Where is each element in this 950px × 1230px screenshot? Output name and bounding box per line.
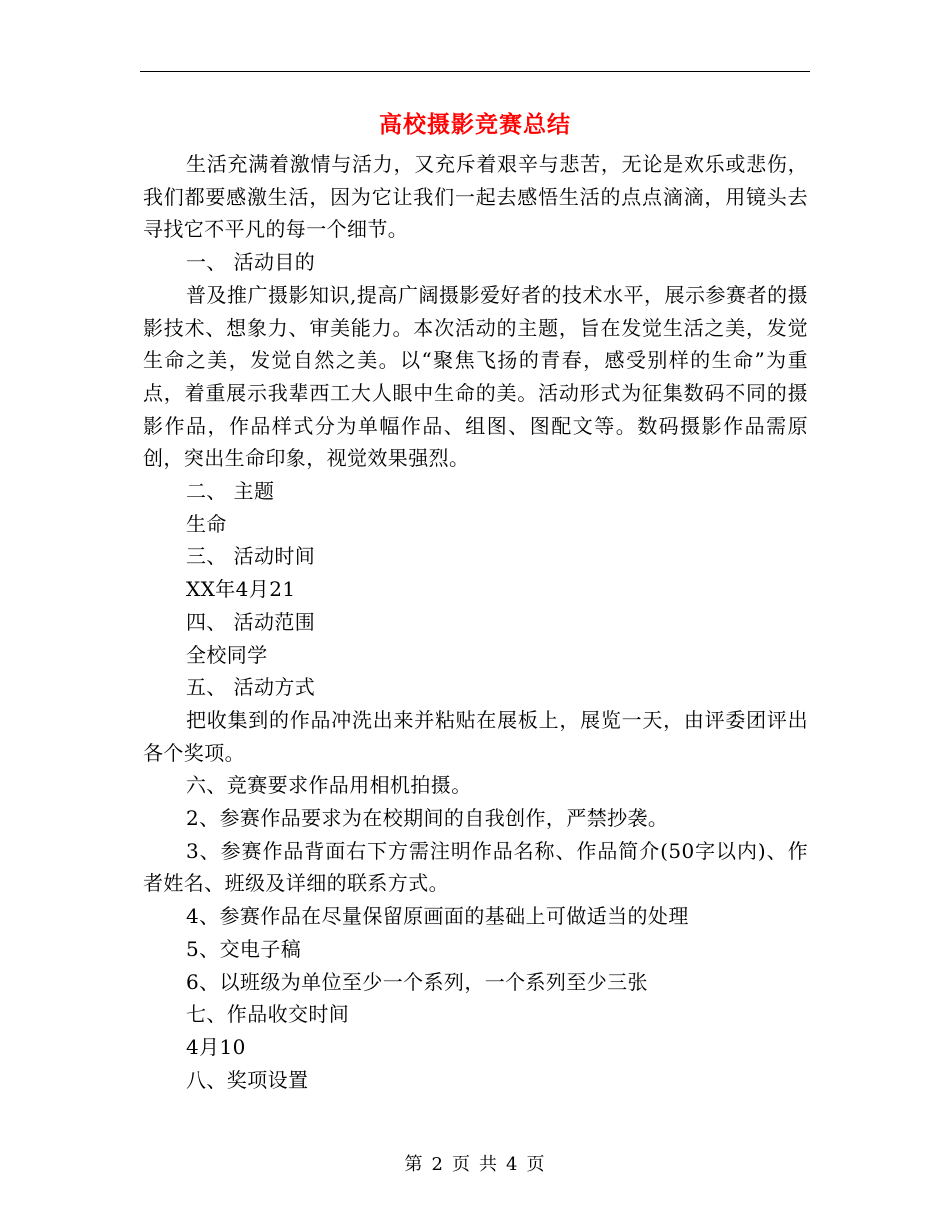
requirement-item-5: 5、交电子稿 [186, 936, 302, 961]
header-rule [140, 71, 810, 72]
paragraph-purpose: 普及推广摄影知识,提高广阔摄影爱好者的技术水平，展示参赛者的摄影技术、想象力、审美能力。本次活动的主题，旨在发觉生活之美，发觉生命之美，发觉自然之美。以“聚焦飞扬的青春，感受别样的生命”为重点，着重展示我辈西工大人眼中生命的美。活动形式为征集数码不同的摄影作品，作品样式分为单幅作品、组图、图配文等。数码摄影作品需原创，突出生命印象，视觉效果强烈。 [143, 282, 808, 471]
heading-scope: 四、 活动范围 [186, 609, 316, 634]
paragraph-scope: 全校同学 [186, 642, 268, 667]
heading-submission-time: 七、作品收交时间 [186, 1002, 350, 1027]
footer-label-ye-2: 页 [526, 1154, 546, 1175]
requirement-item-3: 3、参赛作品背面右下方需注明作品名称、作品简介(50字以内)、作者姓名、班级及详细的联系方式。 [143, 838, 808, 896]
heading-purpose: 一、 活动目的 [186, 250, 316, 275]
paragraph-theme: 生命 [186, 511, 227, 536]
document-title: 高校摄影竞赛总结 [379, 112, 571, 138]
paragraph-method: 把收集到的作品冲洗出来并粘贴在展板上，展览一天，由评委团评出各个奖项。 [143, 707, 808, 765]
document-body [143, 148, 808, 1096]
footer-label-ye: 页 [452, 1154, 471, 1175]
paragraph-intro: 生活充满着激情与活力，又充斥着艰辛与悲苦，无论是欢乐或悲伤，我们都要感激生活，因为它让我们一起去感悟生活的点点滴滴，用镜头去寻找它不平凡的每一个细节。 [143, 152, 808, 242]
footer-label-di: 第 [404, 1154, 424, 1175]
heading-theme: 二、 主题 [186, 479, 275, 504]
requirement-item-6: 6、以班级为单位至少一个系列，一个系列至少三张 [186, 969, 648, 994]
requirement-item-4: 4、参赛作品在尽量保留原画面的基础上可做适当的处理 [186, 904, 689, 929]
footer-total-pages: 4 [506, 1154, 519, 1175]
page-footer [0, 1152, 950, 1178]
heading-requirements: 六、竞赛要求作品用相机拍摄。 [186, 773, 472, 798]
heading-awards: 八、奖项设置 [186, 1067, 309, 1092]
heading-time: 三、 活动时间 [186, 544, 316, 569]
footer-page-number: 2 [431, 1154, 444, 1175]
footer-label-gong: 共 [479, 1154, 498, 1175]
heading-method: 五、 活动方式 [186, 675, 316, 700]
paragraph-submission-time: 4月10 [186, 1034, 246, 1059]
requirement-item-2: 2、参赛作品要求为在校期间的自我创作，严禁抄袭。 [186, 806, 669, 831]
paragraph-time: XX年4月21 [186, 577, 296, 602]
